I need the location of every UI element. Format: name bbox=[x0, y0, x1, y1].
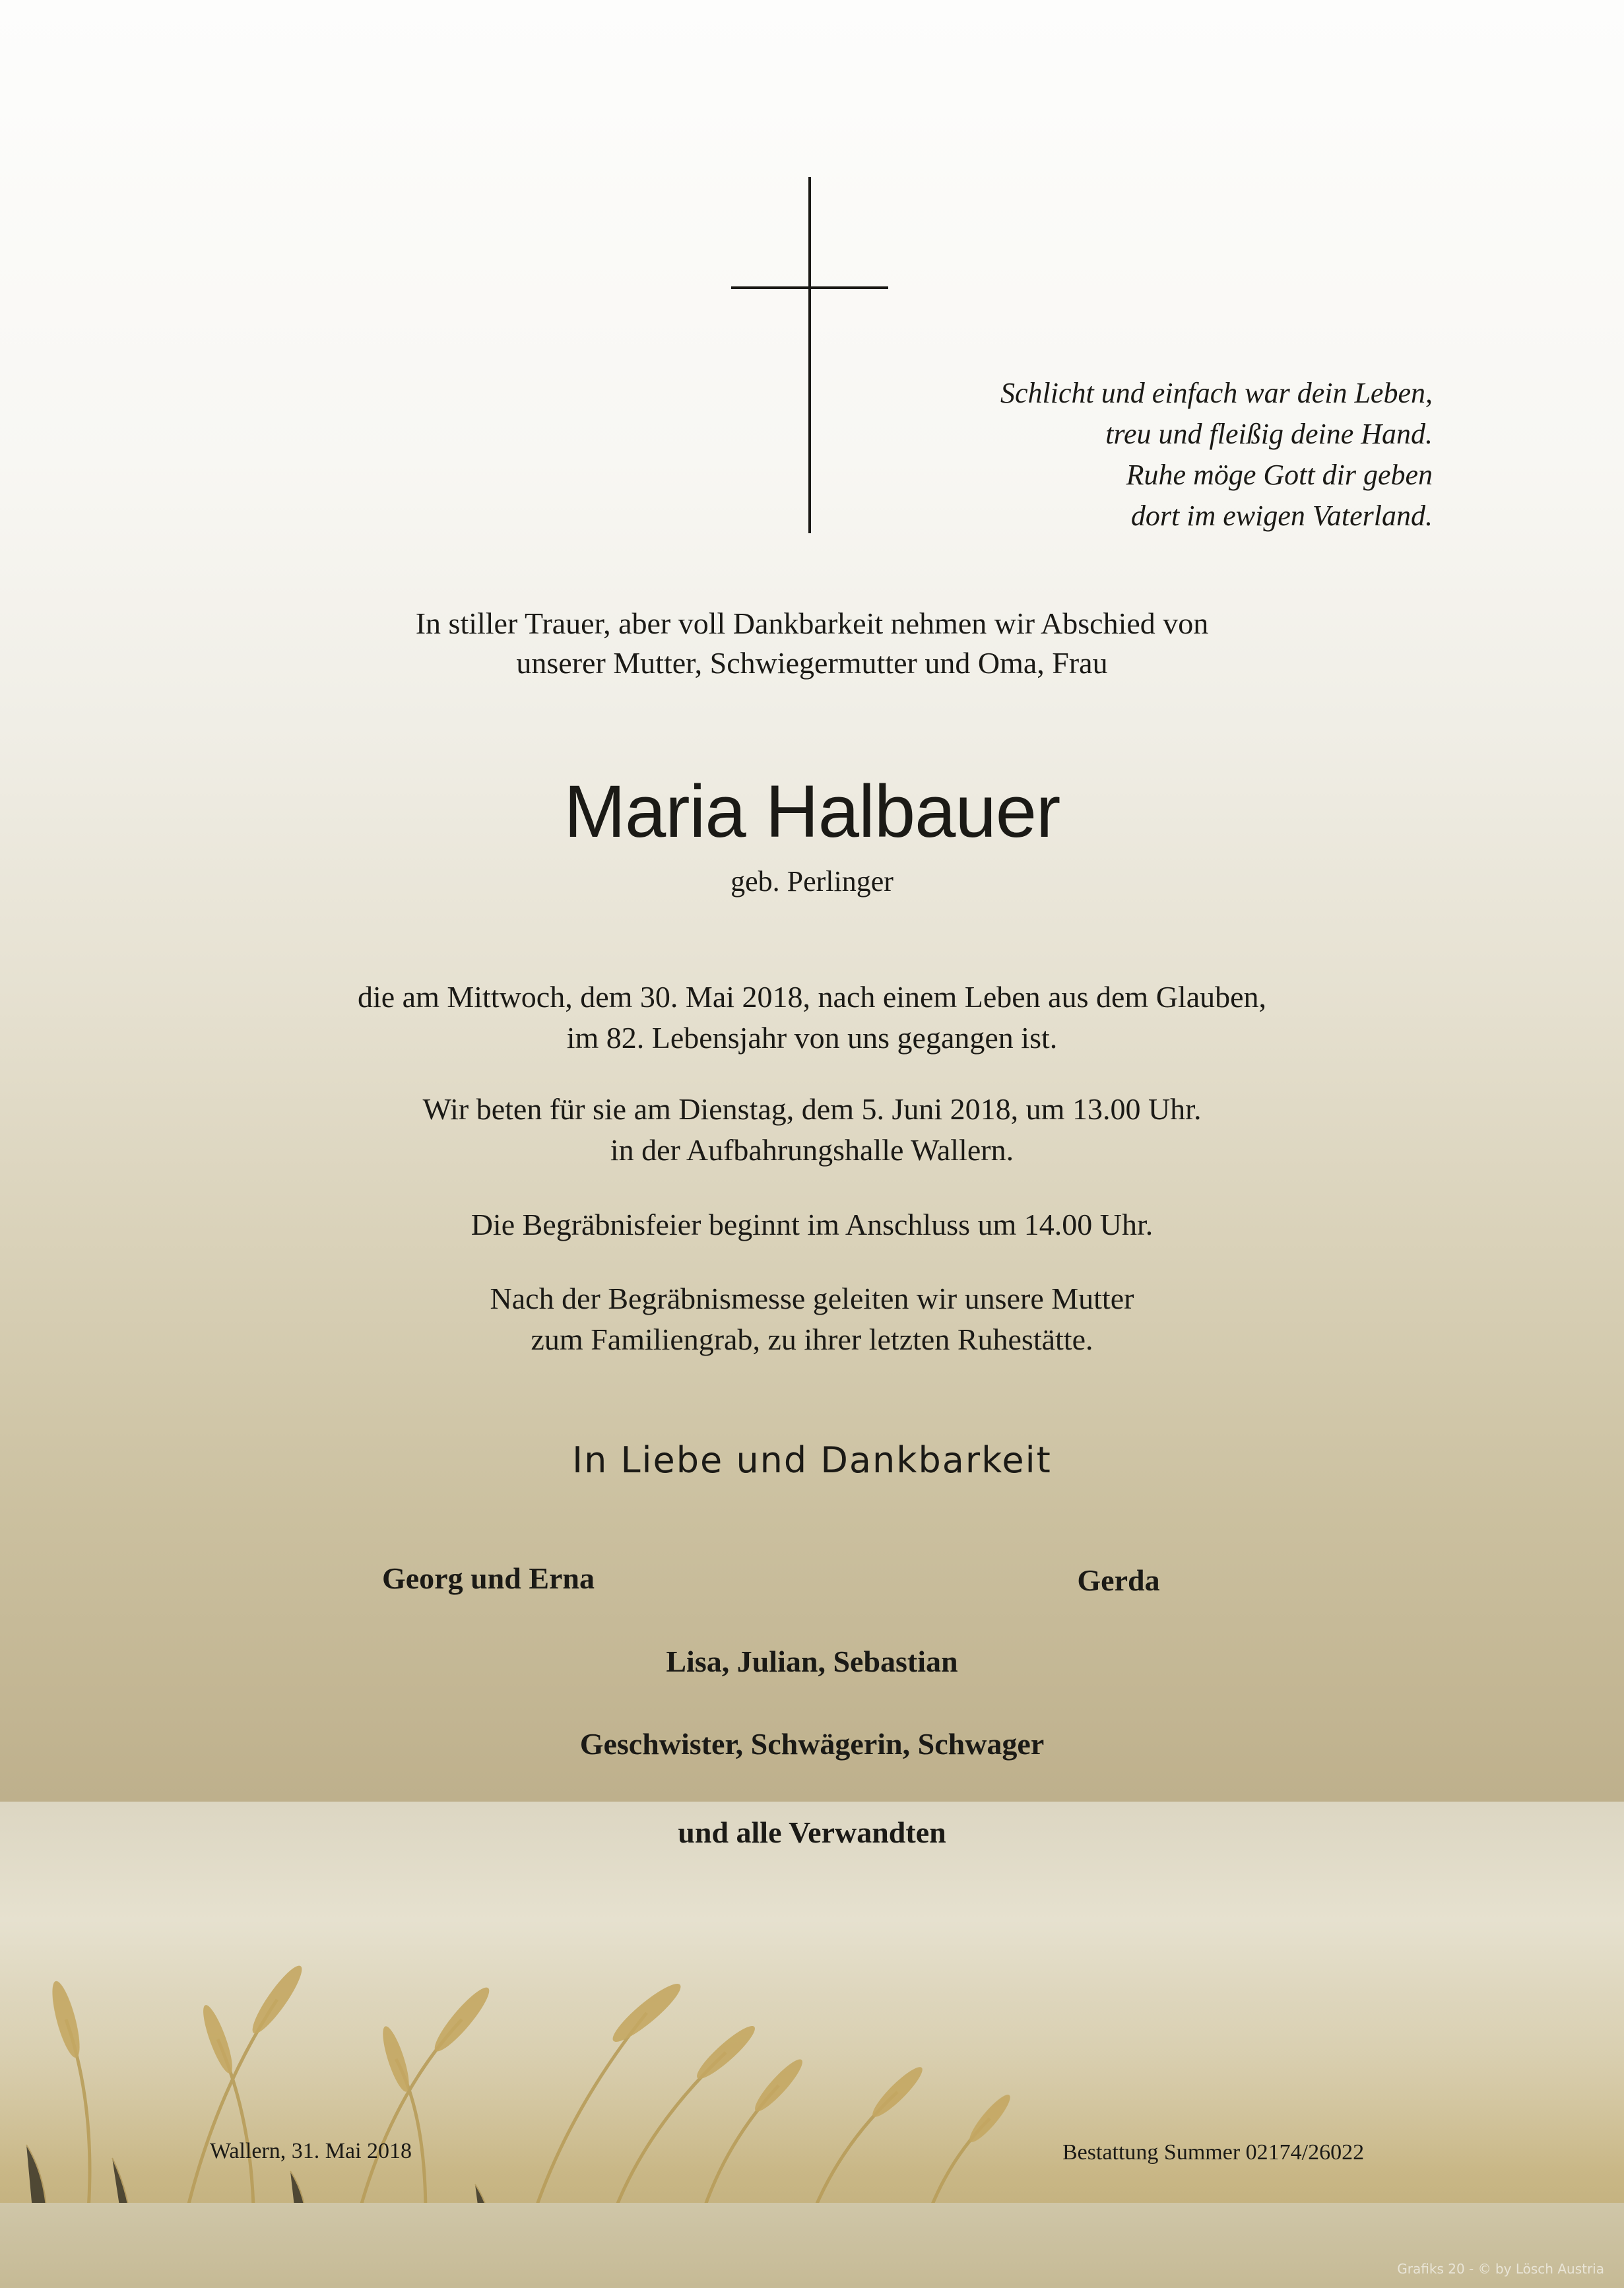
deceased-name: Maria Halbauer bbox=[564, 770, 1060, 853]
text-line: Wir beten für sie am Dienstag, dem 5. Juni 2018, um 13.00 Uhr. bbox=[422, 1092, 1202, 1126]
prayer-announcement bbox=[0, 1089, 1624, 1171]
watermark-text: Grafiks 20 - © by Lösch Austria bbox=[1397, 2261, 1604, 2277]
burial-announcement bbox=[0, 1278, 1624, 1360]
text-line: Die Begräbnisfeier beginnt im Anschluss um 14.00 Uhr. bbox=[471, 1208, 1153, 1241]
family-siblings: Geschwister, Schwägerin, Schwager bbox=[579, 1727, 1045, 1761]
poem-line: Schlicht und einfach war dein Leben, bbox=[1000, 377, 1433, 409]
intro-text bbox=[0, 604, 1624, 683]
text-line: zum Familiengrab, zu ihrer letzten Ruhestätte. bbox=[531, 1323, 1093, 1356]
poem-line: dort im ewigen Vaterland. bbox=[1130, 500, 1433, 532]
text-line: in der Aufbahrungshalle Wallern. bbox=[610, 1133, 1014, 1167]
text-line: Nach der Begräbnismesse geleiten wir unsere Mutter bbox=[490, 1282, 1134, 1315]
funeral-announcement bbox=[0, 1204, 1624, 1245]
family-georg-erna: Georg und Erna bbox=[381, 1561, 595, 1595]
place-date: Wallern, 31. Mai 2018 bbox=[210, 2139, 412, 2163]
family-relatives: und alle Verwandten bbox=[678, 1815, 946, 1849]
text-line: im 82. Lebensjahr von uns gegangen ist. bbox=[566, 1021, 1058, 1055]
poem-verse bbox=[773, 373, 1433, 537]
intro-line: unserer Mutter, Schwiegermutter und Oma, Frau bbox=[516, 646, 1108, 680]
closing-phrase: In Liebe und Dankbarkeit bbox=[572, 1439, 1052, 1481]
poem-line: treu und fleißig deine Hand. bbox=[1105, 418, 1433, 450]
bottom-strip bbox=[0, 2203, 1624, 2288]
family-gerda: Gerda bbox=[1077, 1563, 1160, 1597]
death-announcement bbox=[0, 977, 1624, 1059]
text-line: die am Mittwoch, dem 30. Mai 2018, nach einem Leben aus dem Glauben, bbox=[357, 980, 1267, 1014]
birth-name: geb. Perlinger bbox=[731, 865, 893, 898]
family-grandchildren: Lisa, Julian, Sebastian bbox=[666, 1645, 958, 1678]
poem-line: Ruhe möge Gott dir geben bbox=[1126, 459, 1433, 491]
undertaker-info: Bestattung Summer 02174/26022 bbox=[1062, 2140, 1365, 2165]
intro-line: In stiller Trauer, aber voll Dankbarkeit nehmen wir Abschied von bbox=[415, 606, 1209, 640]
